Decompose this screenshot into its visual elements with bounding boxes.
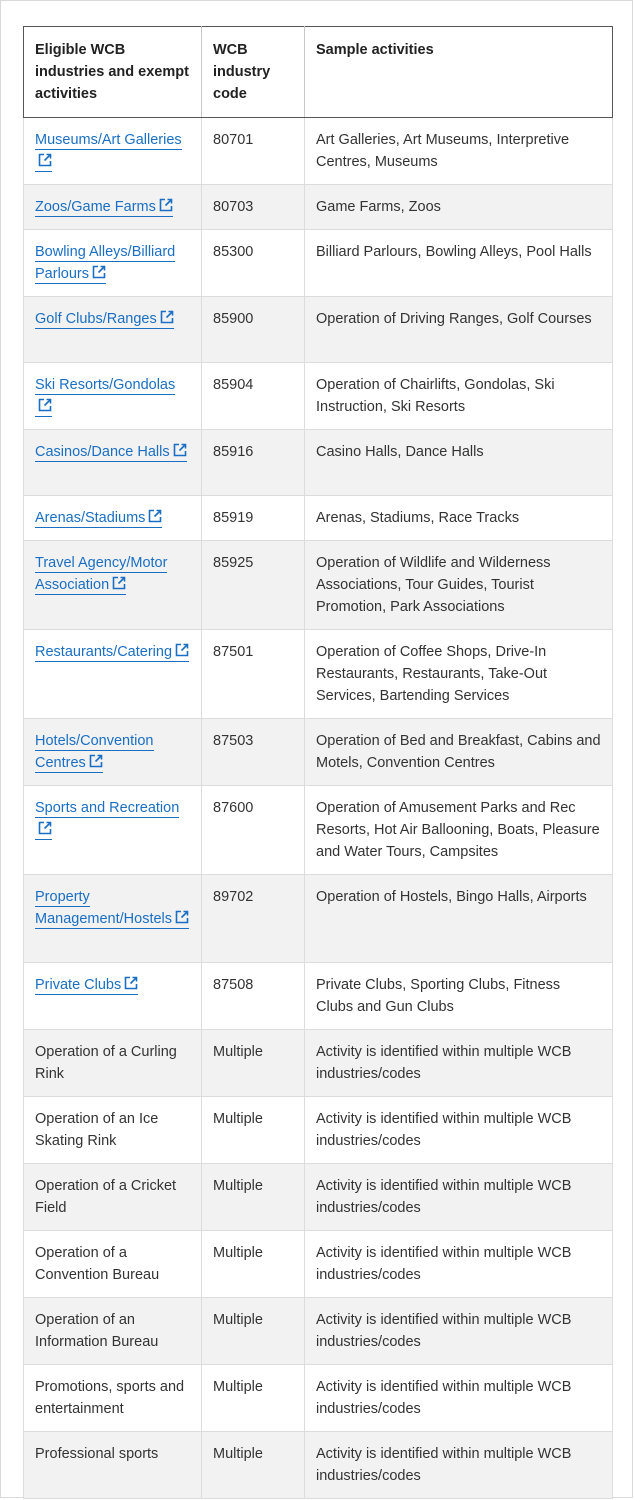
industry-cell <box>24 230 202 297</box>
industry-cell <box>24 541 202 630</box>
header-sample-activities: Sample activities <box>305 27 613 118</box>
external-link-icon <box>148 509 162 523</box>
industry-link[interactable] <box>35 800 179 840</box>
industry-link[interactable] <box>35 377 175 417</box>
industry-link-label: Property Management/Hostels <box>35 889 173 927</box>
table-row <box>24 297 613 363</box>
industry-code-cell: 80703 <box>202 185 305 230</box>
industry-link-label: Sports and Recreation <box>35 800 180 816</box>
external-link-icon <box>124 976 138 990</box>
table-row <box>24 118 613 185</box>
industry-cell <box>24 363 202 430</box>
external-link-icon <box>173 443 187 457</box>
industry-cell <box>24 185 202 230</box>
table-row <box>24 630 613 719</box>
industry-code-cell: 87501 <box>202 630 305 719</box>
sample-activities-cell: Operation of Chairlifts, Gondolas, Ski Instruction, Ski Resorts <box>305 363 613 430</box>
industry-link[interactable] <box>35 644 189 662</box>
industry-code-cell: Multiple <box>202 1164 305 1231</box>
industry-link-label: Bowling Alleys/Billiard Parlours <box>35 244 176 282</box>
industry-cell <box>24 1365 202 1432</box>
industry-link[interactable] <box>35 199 173 217</box>
sample-activities-cell: Casino Halls, Dance Halls <box>305 430 613 496</box>
industry-link-label: Private Clubs <box>35 977 122 993</box>
table-row <box>24 786 613 875</box>
sample-activities-cell: Activity is identified within multiple WCB industries/codes <box>305 1164 613 1231</box>
industry-code-cell: Multiple <box>202 1231 305 1298</box>
industry-code-cell: 87503 <box>202 719 305 786</box>
external-link-icon <box>38 153 52 167</box>
external-link-icon <box>160 310 174 324</box>
industry-link-label: Arenas/Stadiums <box>35 510 146 526</box>
table-row <box>24 230 613 297</box>
table-row <box>24 963 613 1030</box>
industry-link-label: Ski Resorts/Gondolas <box>35 377 176 393</box>
sample-activities-cell: Operation of Amusement Parks and Rec Resorts, Hot Air Ballooning, Boats, Pleasure and Water Tours, Campsites <box>305 786 613 875</box>
header-industry-code: WCB industry code <box>202 27 305 118</box>
sample-activities-cell: Art Galleries, Art Museums, Interpretive Centres, Museums <box>305 118 613 185</box>
industry-code-cell: 87508 <box>202 963 305 1030</box>
sample-activities-cell: Private Clubs, Sporting Clubs, Fitness Clubs and Gun Clubs <box>305 963 613 1030</box>
sample-activities-cell: Activity is identified within multiple WCB industries/codes <box>305 1030 613 1097</box>
external-link-icon <box>175 910 189 924</box>
industry-link-label: Hotels/Convention Centres <box>35 733 154 771</box>
industry-label: Operation of a Curling Rink <box>35 1044 177 1082</box>
industry-label: Professional sports <box>35 1446 159 1462</box>
industry-label: Promotions, sports and entertainment <box>35 1379 185 1417</box>
table-row <box>24 875 613 963</box>
table-row <box>24 719 613 786</box>
industry-label: Operation of a Convention Bureau <box>35 1245 160 1283</box>
wcb-industries-table <box>23 26 613 1499</box>
industry-cell <box>24 875 202 963</box>
table-row <box>24 496 613 541</box>
external-link-icon <box>38 821 52 835</box>
industry-code-cell: 85904 <box>202 363 305 430</box>
sample-activities-cell: Game Farms, Zoos <box>305 185 613 230</box>
header-industries: Eligible WCB industries and exempt activities <box>24 27 202 118</box>
industry-cell <box>24 1164 202 1231</box>
industry-link[interactable] <box>35 977 138 995</box>
industry-link-label: Golf Clubs/Ranges <box>35 311 157 327</box>
industry-link-label: Restaurants/Catering <box>35 644 173 660</box>
external-link-icon <box>38 398 52 412</box>
table-row <box>24 1432 613 1499</box>
table-row <box>24 363 613 430</box>
industry-link-label: Zoos/Game Farms <box>35 199 156 215</box>
industry-cell <box>24 719 202 786</box>
sample-activities-cell: Operation of Bed and Breakfast, Cabins and Motels, Convention Centres <box>305 719 613 786</box>
sample-activities-cell: Operation of Coffee Shops, Drive-In Restaurants, Restaurants, Take-Out Services, Bartending Services <box>305 630 613 719</box>
sample-activities-cell: Activity is identified within multiple WCB industries/codes <box>305 1432 613 1499</box>
industry-cell <box>24 963 202 1030</box>
industry-code-cell: 85919 <box>202 496 305 541</box>
industry-code-cell: 85925 <box>202 541 305 630</box>
industry-link-label: Casinos/Dance Halls <box>35 444 170 460</box>
industry-code-cell: 85916 <box>202 430 305 496</box>
table-row <box>24 541 613 630</box>
industry-cell <box>24 1432 202 1499</box>
industry-link[interactable] <box>35 555 167 595</box>
industry-link[interactable] <box>35 733 154 773</box>
industry-cell <box>24 297 202 363</box>
table-row <box>24 1298 613 1365</box>
external-link-icon <box>89 754 103 768</box>
industry-label: Operation of an Information Bureau <box>35 1312 159 1350</box>
external-link-icon <box>175 643 189 657</box>
industry-code-cell: Multiple <box>202 1432 305 1499</box>
industry-link[interactable] <box>35 132 182 172</box>
sample-activities-cell: Operation of Driving Ranges, Golf Courses <box>305 297 613 363</box>
industry-link[interactable] <box>35 510 162 528</box>
external-link-icon <box>92 265 106 279</box>
external-link-icon <box>159 198 173 212</box>
sample-activities-cell: Arenas, Stadiums, Race Tracks <box>305 496 613 541</box>
sample-activities-cell: Activity is identified within multiple WCB industries/codes <box>305 1365 613 1432</box>
industry-link[interactable] <box>35 889 189 929</box>
industry-link[interactable] <box>35 244 175 284</box>
industry-code-cell: 80701 <box>202 118 305 185</box>
sample-activities-cell: Activity is identified within multiple WCB industries/codes <box>305 1231 613 1298</box>
table-row <box>24 1097 613 1164</box>
industry-link-label: Travel Agency/Motor Association <box>35 555 168 593</box>
table-row <box>24 185 613 230</box>
industry-label: Operation of a Cricket Field <box>35 1178 177 1216</box>
sample-activities-cell: Operation of Wildlife and Wilderness Associations, Tour Guides, Tourist Promotion, Park Associations <box>305 541 613 630</box>
industry-code-cell: Multiple <box>202 1097 305 1164</box>
table-row <box>24 430 613 496</box>
industry-code-cell: Multiple <box>202 1030 305 1097</box>
industry-code-cell: 85900 <box>202 297 305 363</box>
industry-cell <box>24 1097 202 1164</box>
industry-label: Operation of an Ice Skating Rink <box>35 1111 159 1149</box>
industry-link-label: Museums/Art Galleries <box>35 132 182 148</box>
table-row <box>24 1164 613 1231</box>
industry-code-cell: Multiple <box>202 1298 305 1365</box>
industry-cell <box>24 1030 202 1097</box>
table-row <box>24 1030 613 1097</box>
industry-cell <box>24 630 202 719</box>
industry-code-cell: 85300 <box>202 230 305 297</box>
table-header-row <box>24 27 613 118</box>
table-row <box>24 1365 613 1432</box>
sample-activities-cell: Activity is identified within multiple WCB industries/codes <box>305 1097 613 1164</box>
industry-code-cell: 87600 <box>202 786 305 875</box>
sample-activities-cell: Operation of Hostels, Bingo Halls, Airports <box>305 875 613 963</box>
industry-link[interactable] <box>35 311 174 329</box>
industry-cell <box>24 1231 202 1298</box>
industry-code-cell: 89702 <box>202 875 305 963</box>
industry-cell <box>24 430 202 496</box>
industry-cell <box>24 1298 202 1365</box>
industry-cell <box>24 786 202 875</box>
table-row <box>24 1231 613 1298</box>
external-link-icon <box>112 576 126 590</box>
sample-activities-cell: Activity is identified within multiple WCB industries/codes <box>305 1298 613 1365</box>
industry-link[interactable] <box>35 444 187 462</box>
industry-cell <box>24 118 202 185</box>
industry-cell <box>24 496 202 541</box>
sample-activities-cell: Billiard Parlours, Bowling Alleys, Pool Halls <box>305 230 613 297</box>
industry-code-cell: Multiple <box>202 1365 305 1432</box>
